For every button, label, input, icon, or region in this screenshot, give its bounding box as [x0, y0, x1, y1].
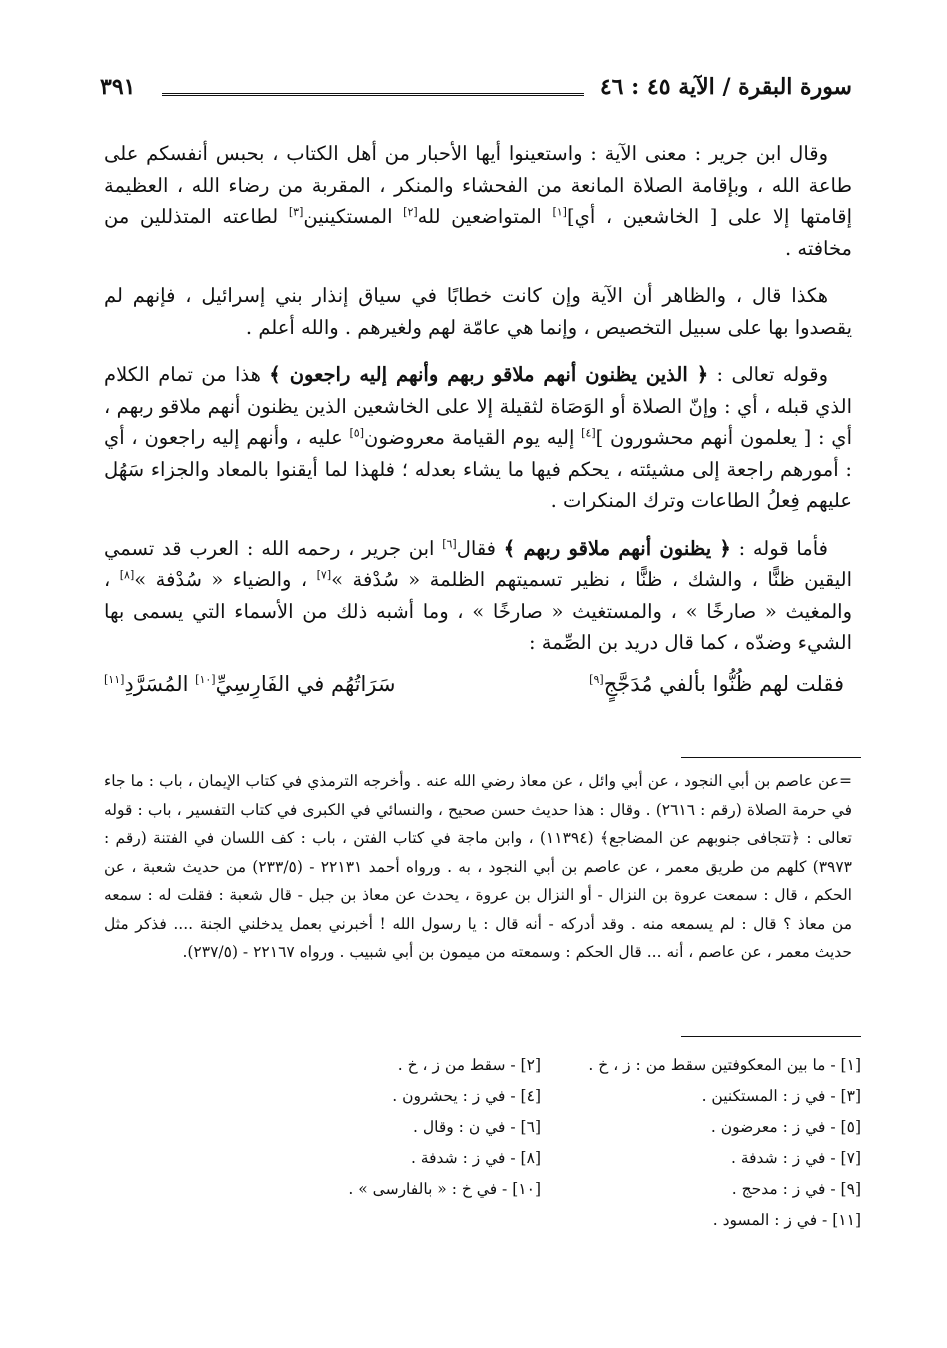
footnote-ref: [١]: [552, 205, 567, 219]
footnote-ref: [٨]: [119, 568, 135, 582]
variant-note: [٨] - في ز : شدفة .: [410, 1149, 541, 1167]
text-run: وقال ابن جرير : معنى الآية : واستعينوا أيها الأحبار من أهل الكتاب ، بحبس أنفسكم على طاعة الله ، وبإقامة الصلاة المانعة من الفحشاء والمنكر ، المقربة من رضاء الله ، العظيمة إقامتها إلا على [ الخاشعين ، أي]: [104, 142, 852, 228]
text-run: إليه يوم القيامة معروضون: [364, 426, 582, 449]
paragraph-4: [104, 533, 852, 659]
footnote-ref: [٥]: [349, 426, 364, 440]
text-run: ، والمغيث « صارخًا » ، والمستغيث « صارخًا » ، وما أشبه ذلك من الأسماء التي يسمى بها الشيء وضدّه ، كما قال دريد بن الصِّمة :: [104, 568, 852, 654]
variants-separator: [681, 1036, 861, 1037]
variant-note: [٩] - في ز : مدحج .: [731, 1180, 861, 1198]
text-run: ، والضياء « سُدْفة »: [134, 568, 317, 591]
text-run: لطاعته المتذللين من مخافته .: [104, 205, 852, 260]
text-run: هذا من تمام الكلام الذي قبله ، أي : وإنّ الصلاة أو الوَصَاة لثقيلة إلا على الخاشعين الذين يظنون أنهم ملاقو ربهم ، أي : [ يعلمون أنهم محشورون ]: [104, 363, 852, 449]
paragraph-3: [104, 359, 852, 517]
page-header: [100, 74, 852, 108]
variant-note: [١٠] - في خ : « بالفارسى » .: [348, 1180, 541, 1198]
page-number: ٣٩١: [100, 74, 136, 100]
text-run: عليه ، وأنهم إليه راجعون ، أي : أمورهم راجعة إلى مشيئته ، يحكم فيها ما يشاء بعدله ؛ فلهذا لما أيقنوا بالمعاد والجزاء سَهُل عليهم فِعلُ الطاعات وترك المنكرات .: [104, 426, 852, 512]
variant-note: [٧] - في ز : شدفة .: [730, 1149, 861, 1167]
paragraph-2: هكذا قال ، والظاهر أن الآية وإن كانت خطابًا في سياق إنذار بني إسرائيل ، فإنهم لم يقصدوا بها على سبيل التخصيص ، وإنما هي عامّة لهم ولغيرهم . والله أعلم .: [104, 284, 852, 339]
poem-second-hemistich: [104, 667, 395, 701]
variant-note: [٢] - سقط من ز ، خ .: [397, 1056, 541, 1074]
footnote-ref: [٦]: [442, 537, 457, 550]
text-run: المستكينين: [303, 205, 404, 228]
variant-note: [٣] - في ز : المستكنين .: [701, 1087, 861, 1105]
footnote-ref: [٧]: [316, 568, 332, 582]
variant-note: [٦] - في ن : وقال .: [413, 1118, 541, 1136]
footnote-separator: [681, 757, 861, 758]
text-run: فقال: [456, 536, 504, 560]
paragraph-1: [104, 138, 852, 264]
text-run: فأما قوله :: [730, 536, 828, 560]
manuscript-variants: [221, 1050, 861, 1236]
quran-verse: ﴿ الذين يظنون أنهم ملاقو ربهم وأنهم إليه راجعون ﴾: [269, 363, 709, 386]
footnote-ref: [١٠]: [195, 672, 216, 686]
variant-note: [١١] - في ز : المسود .: [712, 1211, 861, 1229]
poem-verse: [104, 667, 844, 701]
footnote-continued: =عن عاصم بن أبي النجود ، عن أبي وائل ، عن معاذ رضي الله عنه . وأخرجه الترمذي في كتاب الإيمان ، باب : ما جاء في حرمة الصلاة (رقم : ٢٦١٦) . وقال : هذا حديث حسن صحيح ، والنسائي في الكبرى في كتاب التفسير ، باب : قوله تعالى : ﴿تتجافى جنوبهم عن المضاجع﴾ (١١٣٩٤) ، وابن ماجة في كتاب الفتن ، باب : كف اللسان في الفتنة (رقم : ٣٩٧٣) كلهم من طريق معمر ، عن عاصم بن أبي النجود ، به . ورواه أحمد ٢٢١٣١ - (٢٣٣/٥) من حديث شعبة ، عن الحكم ، قال : سمعت عروة بن النزال - أو النزال بن عروة ، يحدث عن معاذ بن جبل - قال شعبة : فقلت له : سمعه من معاذ ؟ قال : لم يسمعه منه . وقد أدركه - أنه قال : يا رسول الله ! أخبرني بعمل يدخلني الجنة .... فذكر مثل حديث معمر ، عن عاصم ، أنه ... قال الحكم : وسمعته من ميمون بن أبي شبيب . ورواه ٢٢١٦٧ - (٢٣٧/٥).: [104, 772, 852, 961]
header-rule: [162, 93, 584, 96]
footnotes: [104, 767, 852, 967]
text-run: وقوله تعالى :: [708, 363, 829, 386]
footnote-ref: [٢]: [403, 205, 418, 219]
poem-first-hemistich: [589, 667, 844, 701]
footnote-ref: [١١]: [104, 672, 125, 686]
text-run: المتواضعين لله: [417, 205, 553, 228]
main-text: [104, 138, 852, 701]
text-run: سَرَاتُهُم في الفَارِسِيِّ: [215, 671, 396, 696]
footnote-ref: [٩]: [589, 672, 604, 686]
variant-note: [٥] - في ز : معرضون .: [710, 1118, 861, 1136]
running-title: سورة البقرة / الآية ٤٥ : ٤٦: [599, 74, 852, 100]
footnote-ref: [٣]: [288, 205, 304, 219]
variant-note: [١] - ما بين المعكوفتين سقط من : ز ، خ .: [588, 1056, 861, 1074]
quran-verse: ﴿ يظنون أنهم ملاقو ربهم ﴾: [503, 536, 731, 560]
text-run: فقلت لهم ظُنُّوا بألفي مُدَجَّجٍ: [603, 671, 844, 696]
text-run: المُسَرَّدِ: [124, 671, 196, 696]
text-run: ابن جرير ، رحمه الله : العرب قد تسمي اليقين ظنًّا ، والشك ، ظنًّا ، نظير تسميتهم الظلمة « سُدْفة »: [104, 536, 852, 591]
variant-note: [٤] - في ز : يحشرون .: [392, 1087, 541, 1105]
footnote-ref: [٤]: [581, 426, 596, 440]
